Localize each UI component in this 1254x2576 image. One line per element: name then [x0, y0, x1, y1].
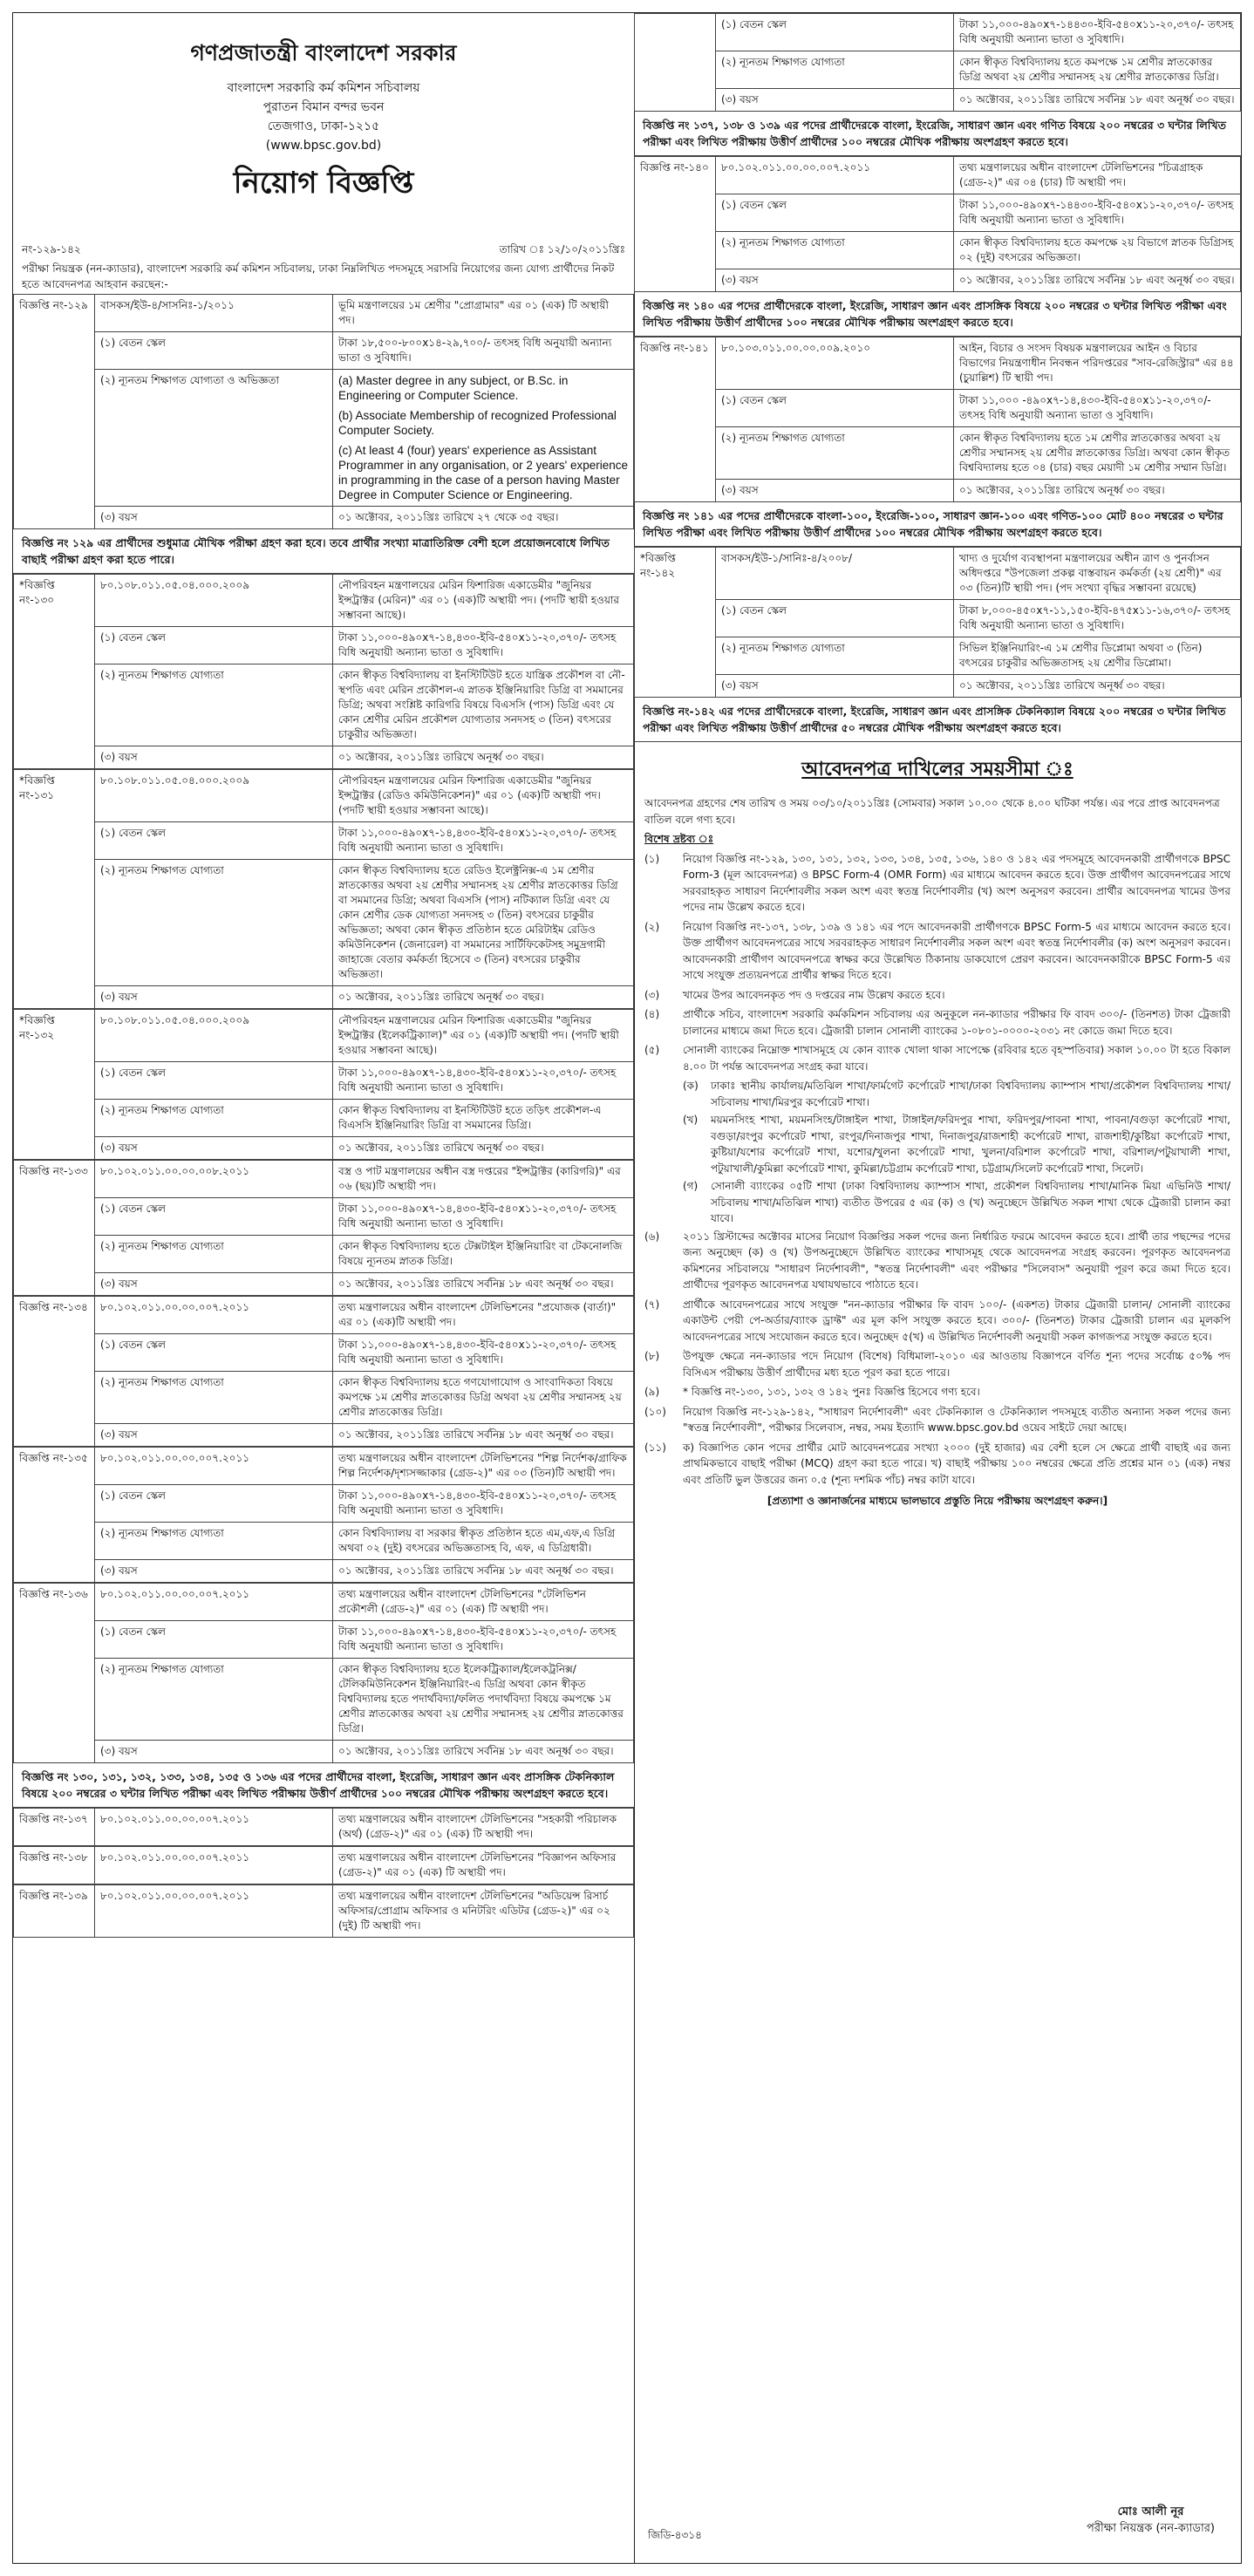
ad-post: বস্ত্র ও পাট মন্ত্রণালয়ের অধীন বস্ত্র দপ্তরের "ইন্সট্রাক্টর (কারিগরি)" এর ০৬ (ছয়)টি অস্থায়ী পদ। [333, 1161, 634, 1198]
pay-label: (১) বেতন স্কেল [95, 627, 333, 664]
qual-b: (b) Associate Membership of recognized Professional Computer Society. [338, 409, 617, 437]
subitem-text: ময়মনসিংহ শাখা, ময়মনসিংহ/টাঙ্গাইল শাখা, টাঙ্গাইল/ফরিদপুর শাখা, ফরিদপুর/পাবনা শাখা, পাবনা/বগুড়া কর্পোরেট শাখা, বগুড়া/রংপুর কর্পোরেট শাখা, রংপুর/দিনাজপুর শাখা, দিনাজপুর/রাজশাহী কর্পোরেট শাখা, রাজশাহী/কুষ্টিয়া কর্পোরেট শাখা, কুষ্টিয়া/যশোর কর্পোরেট শাখা, যশোর/খুলনা কর্পোরেট শাখা, খুলনা/বরিশাল কর্পোরেট শাখা, বরিশাল/পটুয়াখালী শাখা, পটুয়াখালী/কুমিল্লা কর্পোরেট শাখা, কুমিল্লা/চট্টগ্রাম কর্পোরেট শাখা, চট্টগ্রাম/সিলেট কর্পোরেট শাখা, সিলেট। [711, 1114, 1230, 1175]
pay-value: টাকা ১১,০০০-৪৯০x৭-১৪,৪৩০-ইবি-৫৪০x১১-২০,৩৭০/- তৎসহ বিধি অনুযায়ী অন্যান্য ভাতা ও সুবিধাদি। [333, 1485, 634, 1523]
instruction-list [644, 851, 1230, 1075]
instruction-item [644, 1348, 1230, 1380]
instruction-list-2 [644, 1229, 1230, 1489]
ad-table [634, 547, 1241, 698]
note-129: বিজ্ঞপ্তি নং ১২৯ এর প্রার্থীদের শুধুমাত্র মৌখিক পরীক্ষা গ্রহণ করা হবে। তবে প্রার্থীর সংখ্যা মাত্রাতিরিক্ত বেশী হলে প্রয়োজনবোধে লিখিত বাছাই পরীক্ষা গ্রহণ করা হতে পারে। [13, 529, 634, 574]
age-value: ০১ অক্টোবর, ২০১১খ্রিঃ তারিখে সর্বনিম্ন ১৮ এবং অনূর্ধ্ব ৩০ বছর। [333, 1741, 634, 1763]
qual-value-en [333, 370, 634, 507]
instruction-subitem [683, 1078, 1230, 1110]
ad-id: বিজ্ঞপ্তি নং-১৩৭ [14, 1809, 95, 1846]
instruction-number: (৬) [644, 1230, 660, 1243]
instruction-sublist [644, 1078, 1230, 1227]
ad-code: ৮০.১০২.০১১.০০.০০.০০৮.২০১১ [95, 1161, 333, 1198]
ad-code: ৮০.১০২.০১১.০০.০০.০০৭.২০১১ [716, 157, 954, 194]
ad-code: ৮০.১০২.০১১.০০.০০.০০৭.২০১১ [95, 1297, 333, 1334]
ad-id: *বিজ্ঞপ্তি নং-১৪২ [635, 548, 716, 698]
ad-id: বিজ্ঞপ্তি নং-১৩৩ [14, 1161, 95, 1296]
age-label: (৩) বয়স [716, 675, 954, 698]
ad-table [13, 1296, 634, 1447]
age-value: ০১ অক্টোবর, ২০১১খ্রিঃ তারিখে সর্বনিম্ন ১৮ এবং অনূর্ধ্ব ৩০ বছর। [954, 269, 1241, 292]
qual-a: (a) Master degree in any subject, or B.Sc. in Engineering or Computer Science. [338, 374, 569, 402]
pay-label: (১) বেতন স্কেল [95, 1198, 333, 1236]
age-label: (৩) বয়স [95, 1424, 333, 1447]
ad-post: খাদ্য ও দুর্যোগ ব্যবস্থাপনা মন্ত্রণালয়ের অধীন ত্রাণ ও পুনর্বাসন অধিদপ্তরে "উপজেলা প্রকল্প বাস্তবায়ন কর্মকর্তা (২য় শ্রেণী)" এর ০৩ (তিন)টি স্থায়ী পদ। (পদ সংখ্যা বৃদ্ধির সম্ভাবনা রয়েছে) [954, 548, 1241, 600]
ad-code: বাসকস/ইউ-১/সানিঃ-৪/২০০৮/ [716, 548, 954, 600]
instruction-number: (৩) [644, 988, 660, 1001]
age-label: (৩) বয়স [95, 1741, 333, 1763]
instruction-number: (৯) [644, 1386, 660, 1398]
qual-label: (২) ন্যূনতম শিক্ষাগত যোগ্যতা [95, 1523, 333, 1560]
age-label: (৩) বয়স [95, 1137, 333, 1160]
age-label: (৩) বয়স [95, 507, 333, 529]
ad-id: বিজ্ঞপ্তি নং-১২৯ [14, 295, 95, 529]
pay-label: (১) বেতন স্কেল [95, 822, 333, 860]
ad-code: ৮০.১০২.০১১.০০.০০.০০৭.২০১১ [95, 1584, 333, 1621]
pay-value: টাকা ১১,০০০-৪৯০x৭-১৪,৪৩০-ইবি-৫৪০x১১-২০,৩৭০/- তৎসহ বিধি অনুযায়ী অন্যান্য ভাতা ও সুবিধাদি। [333, 1198, 634, 1236]
instructions [634, 794, 1241, 1511]
ad-post: তথ্য মন্ত্রণালয়ের অধীন বাংলাদেশ টেলিভিশনের "সহকারী পরিচালক (অর্থ) (গ্রেড-২)" এর ০১ (এক) টি অস্থায়ী পদ। [333, 1809, 634, 1846]
instruction-text: সোনালী ব্যাংকের নিম্নোক্ত শাখাসমূহে যে কোন ব্যাংক খোলা থাকা সাপেক্ষে (রবিবার হতে বৃহস্পতিবার) সকাল ১০.০০ টা হতে বিকাল ৪.০০ টা পর্যন্ত আবেদনপত্র সংগ্রহ করা যাবে। [683, 1044, 1230, 1073]
age-value: ০১ অক্টোবর, ২০১১খ্রিঃ তারিখে অনূর্ধ্ব ৩০ বছর। [333, 746, 634, 769]
ads-right-group-2 [634, 337, 1241, 502]
qual-value: কোন স্বীকৃত বিশ্ববিদ্যালয় বা ইনস্টিটিউট হতে যান্ত্রিক প্রকৌশল বা নৌ-স্থপতি এবং মেরিন প্রকৌশল-এ স্নাতক ইঞ্জিনিয়ারিং ডিগ্রি বা সমমানের ডিগ্রি; অথবা সংশ্লিষ্ট কারিগরি বিষয়ে বিএসসি (পাস) ডিগ্রি এবং যে কোন শ্রেণীর মেরিন প্রকৌশল যোগ্যতার সনদসহ ৩ (তিন) বৎসরের চাকুরীর অভিজ্ঞতা। [333, 664, 634, 746]
ad-code: ৮০.১০২.০১১.০০.০০.০০৭.২০১১ [95, 1809, 333, 1846]
ad-code: বাসকস/ইউ-৪/সাসনিঃ-১/২০১১ [95, 295, 333, 332]
intro-text: পরীক্ষা নিয়ন্ত্রক (নন-ক্যাডার), বাংলাদেশ সরকারি কর্ম কমিশন সচিবালয়, ঢাকা নিম্নলিখিত পদসমূহে সরাসরি নিয়োগের জন্য যোগ্য প্রার্থীদের নিকট হতে আবেদনপত্র আহবান করছেন:- [22, 262, 615, 290]
pay-value: টাকা ১১,০০০-৪৯০x৭-১৪,৪৩০-ইবি-৫৪০x১১-২০,৩৭০/- তৎসহ বিধি অনুযায়ী অন্যান্য ভাতা ও সুবিধাদি। [333, 1334, 634, 1372]
instruction-item [644, 1440, 1230, 1489]
pay-value: টাকা ১১,০০০-৪৯০x৭-১৪,৪৩০-ইবি-৫৪০x১১-২০,৩৭০/- তৎসহ বিধি অনুযায়ী অন্যান্য ভাতা ও সুবিধাদি। [333, 1062, 634, 1100]
subitem-text: সোনালী ব্যাংকের ০৫টি শাখা (ঢাকা বিশ্ববিদ্যালয় ক্যাম্পাস শাখা, প্রকৌশল বিশ্ববিদ্যালয় শাখা/মানিক মিয়া এভিনিউ শাখা/সচিবালয় শাখা/মতিঝিল শাখা) ব্যতীত উপরের ৫ এর (ক) ও (খ) অনুচ্ছেদে উল্লিখিত সকল শাখা থেকে ট্রেজারী চালান করা যাবে। [711, 1180, 1230, 1224]
pay-label: (১) বেতন স্কেল [95, 1485, 333, 1523]
qual-value: কোন স্বীকৃত বিশ্ববিদ্যালয় হতে গণযোগাযোগ ও সাংবাদিকতা বিষয়ে কমপক্ষে ১ম শ্রেণীর স্নাতকোত্তর ডিগ্রি অথবা ২য় শ্রেণীর সম্মানসহ ২য় শ্রেণীর স্নাতকোত্তর ডিগ্রি। [333, 1372, 634, 1424]
qual-label: (২) ন্যূনতম শিক্ষাগত যোগ্যতা [95, 664, 333, 746]
qual-label: (২) ন্যূনতম শিক্ষাগত যোগ্যতা [95, 860, 333, 986]
instruction-text: ২০১১ খ্রিস্টাব্দের অক্টোবর মাসের নিয়োগ বিজ্ঞপ্তির সকল পদের জন্য নির্ধারিত ফরমে আবেদন করতে হবে। প্রার্থী তার পছন্দের পদের জন্য অনুচ্ছেদ (ক) ও (খ) উপঅনুচ্ছেদে উল্লিখিত ব্যাংকের শাখাসমূহ থেকে আবেদনপত্র সংগ্রহ করবেন। পূরণকৃত আবেদনপত্র কমিশনের সচিবালয়ে "সাধারণ নির্দেশাবলী", "স্বতন্ত্র নির্দেশাবলী" এবং পরীক্ষার "সিলেবাস" অনুযায়ী পূরণ করে জমা দিতে হবে। প্রার্থীদের পূরণকৃত আবেদনপত্র যথাযথভাবে পাঠাতে হবে। [683, 1230, 1230, 1291]
qual-label: (২) ন্যূনতম শিক্ষাগত যোগ্যতা ও অভিজ্ঞতা [95, 370, 333, 507]
qual-value: কোন স্বীকৃত বিশ্ববিদ্যালয় হতে রেডিও ইলেক্ট্রনিক্স-এ ১ম শ্রেণীর স্নাতকোত্তর অথবা ২য় শ্রেণীর সম্মানসহ ২য় শ্রেণীর স্নাতকোত্তর ডিগ্রি বা সমমানের ডিগ্রি; অথবা বিএসসি (পাস) নটিক্যাল ডিগ্রি এবং যে কোন শ্রেণীর ডেক যোগ্যতা সনদসহ ৩ (তিন) বৎসরের চাকুরীর অভিজ্ঞতা; অথবা কোন স্বীকৃত প্রতিষ্ঠান হতে মেরিটাইম রেডিও কমিউনিকেশন (জেনারেল) বা সমমানের সার্টিফিকেটসহ সমুদ্রগামী জাহাজে বেতার কর্মকর্তা হিসেবে ৩ (তিন) বৎসরের চাকুরীর অভিজ্ঞতা। [333, 860, 634, 986]
ad-id: *বিজ্ঞপ্তি নং-১৩২ [14, 1010, 95, 1160]
instruction-subitem [683, 1178, 1230, 1227]
instruction-text: নিয়োগ বিজ্ঞপ্তি নং-১৩৭, ১৩৮, ১৩৯ ও ১৪১ এর পদে আবেদনকারী প্রার্থীগণকে BPSC Form-5 এর মাধ্যমে আবেদন করতে হবে। উক্ত প্রার্থীগণ আবেদনপত্রের সাথে সরবরাহকৃত সাধারণ নির্দেশাবলীর সকল অংশ এবং স্বতন্ত্র নির্দেশাবলীর (ক) অংশ অনুসরণ করবেন। আবেদনকারী প্রার্থীগণ আবেদনপত্রে স্বাক্ষর করে উল্লেখিত ঠিকানায় ডাকযোগে প্রেরণ করবেন। আবেদনকারীকে BPSC Form-5 এর সাথে সংযুক্ত প্রত্যয়নপত্রে প্রার্থীর স্বাক্ষর দিতে হবে। [683, 920, 1230, 981]
ad-table-137-cont [634, 13, 1241, 112]
ad-post: তথ্য মন্ত্রণালয়ের অধীন বাংলাদেশ টেলিভিশনের "বিজ্ঞাপন অফিসার (গ্রেড-২)" এর ০১ (এক) টি অস্থায়ী পদ। [333, 1847, 634, 1884]
ad-code: ৮০.১০৮.০১১.০৫.০৪.০০০.২০০৯ [95, 770, 333, 822]
ad-code: ৮০.১০৮.০১১.০৫.০৪.০০০.২০০৯ [95, 1010, 333, 1062]
ads-left-group [13, 574, 634, 1763]
note-142: বিজ্ঞপ্তি নং-১৪২ এর পদের প্রার্থীদেরকে বাংলা, ইংরেজি, সাধারণ জ্ঞান এবং প্রাসঙ্গিক টেকনিক্যাল বিষয়ে ২০০ নম্বরের ৩ ঘন্টার লিখিত পরীক্ষা এবং লিখিত পরীক্ষায় উত্তীর্ণ প্রার্থীদের ৫০ নম্বরের মৌখিক পরীক্ষায় অংশগ্রহণ করতে হবে। [634, 698, 1241, 742]
instruction-item [644, 1042, 1230, 1074]
ad-id: বিজ্ঞপ্তি নং-১৩৬ [14, 1584, 95, 1763]
ad-table [13, 1009, 634, 1160]
qual-label: (২) ন্যূনতম শিক্ষাগত যোগ্যতা [716, 427, 954, 480]
ad-table [13, 1846, 634, 1884]
instruction-text: নিয়োগ বিজ্ঞপ্তি নং-১২৯, ১৩০, ১৩১, ১৩২, ১৩৩, ১৩৪, ১৩৫, ১৩৬, ১৪০ ও ১৪২ এর পদসমূহে আবেদনকারী প্রার্থীগণকে BPSC Form-3 (মূল আবেদনপত্র) ও BPSC Form-4 (OMR Form) এর মাধ্যমে আবেদন করতে হবে। উক্ত প্রার্থীগণ আবেদনপত্রের সাথে সরবরাহকৃত সাধারণ নির্দেশাবলীর সকল অংশ এবং স্বতন্ত্র নির্দেশাবলীর (খ) অংশ অনুসরণ করবেন। প্রার্থীর আবেদনপত্র খামের উপর পদের নাম উল্লেখ করতে হবে। [683, 852, 1230, 913]
footer-note: [প্রত্যাশা ও জ্ঞানার্জনের মাধ্যমে ভালভাবে প্রস্তুতি নিয়ে পরীক্ষায় অংশগ্রহণ করুন।] [767, 1495, 1108, 1507]
right-column [634, 13, 1241, 2563]
ad-table [634, 337, 1241, 502]
header [13, 13, 634, 240]
qual-value: কোন স্বীকৃত বিশ্ববিদ্যালয় বা ইনস্টিটিউট হতে তড়িৎ প্রকৌশল-এ বিএসসি ইঞ্জিনিয়ারিং ডিগ্রি বা সমমানের ডিগ্রি। [333, 1100, 634, 1137]
qual-c: (c) At least 4 (four) years' experience as Assistant Programmer in any organisation, or 2 years' experience in programming in the case of a person having Master Degree in Computer Science or Engineering. [338, 444, 628, 501]
reference-line [13, 240, 634, 259]
age-value: ০১ অক্টোবর, ২০১১খ্রিঃ তারিখে অনূর্ধ্ব ৩০ বছর। [954, 480, 1241, 502]
pay-label: (১) বেতন স্কেল [95, 1334, 333, 1372]
ad-code: ৮০.১০২.০১১.০০.০০.০০৭.২০১১ [95, 1885, 333, 1938]
qual-value: কোন স্বীকৃত বিশ্ববিদ্যালয় হতে ইলেকট্রিক্যাল/ইলেকট্রনিক্স/টেলিকমিউনিকেশন ইঞ্জিনিয়ারিং-এ ডিগ্রি অথবা কোন স্বীকৃত বিশ্ববিদ্যালয় হতে পদার্থবিদ্যা/ফলিত পদার্থবিদ্যা বিষয়ে কমপক্ষে ১ম শ্রেণীর স্নাতকোত্তর অথবা ২য় শ্রেণীর সম্মানসহ ২য় শ্রেণীর স্নাতকোত্তর ডিগ্রি। [333, 1659, 634, 1741]
ad-table [13, 574, 634, 769]
govt-title: গণপ্রজাতন্ত্রী বাংলাদেশ সরকার [190, 40, 457, 65]
ad-post: তথ্য মন্ত্রণালয়ের অধীন বাংলাদেশ টেলিভিশনের "টেলিভিশন প্রকৌশলী (গ্রেড-২)" এর ০১ (এক) টি অস্থায়ী পদ। [333, 1584, 634, 1621]
age-value: ০১ অক্টোবর, ২০১১খ্রিঃ তারিখে সর্বনিম্ন ১৮ এবং অনূর্ধ্ব ৩০ বছর। [333, 1424, 634, 1447]
instruction-text: নিয়োগ বিজ্ঞপ্তি নং-১২৯-১৪২, "সাধারণ নির্দেশাবলী" এবং টেকনিক্যাল ও টেকনিক্যাল পদসমূহে ব্যতীত অন্যান্য সকল পদের জন্য "স্বতন্ত্র নির্দেশাবলী", পরীক্ষার সিলেবাস, নম্বর, সময় ইত্যাদি www.bpsc.gov.bd ওয়েব সাইটে দেয়া আছে। [683, 1405, 1230, 1434]
qual-label: (২) ন্যূনতম শিক্ষাগত যোগ্যতা [95, 1659, 333, 1741]
instruction-item [644, 1229, 1230, 1293]
age-label: (৩) বয়স [95, 1273, 333, 1296]
note-141: বিজ্ঞপ্তি নং ১৪১ এর পদের প্রার্থীদেরকে বাংলা-১০০, ইংরেজি-১০০, সাধারণ জ্ঞান-১০০ এবং গণিত-১০০ মোট ৪০০ নম্বরের ৩ ঘন্টার লিখিত পরীক্ষা এবং লিখিত পরীক্ষায় উত্তীর্ণ প্রার্থীদের ১০০ নম্বরের মৌখিক পরীক্ষায় অংশগ্রহণ করতে হবে। [634, 502, 1241, 547]
instruction-item [644, 851, 1230, 916]
note-140: বিজ্ঞপ্তি নং ১৪০ এর পদের প্রার্থীদেরকে বাংলা, ইংরেজি, সাধারণ জ্ঞান এবং প্রাসঙ্গিক বিষয়ে ২০০ নম্বরের ৩ ঘন্টার লিখিত পরীক্ষা এবং লিখিত পরীক্ষায় উত্তীর্ণ প্রার্থীদের ১০০ নম্বরের মৌখিক পরীক্ষায় অংশগ্রহণ করতে হবে। [634, 292, 1241, 337]
commission-name: বাংলাদেশ সরকারি কর্ম কমিশন সচিবালয় [227, 81, 420, 95]
age-value: ০১ অক্টোবর, ২০১১খ্রিঃ তারিখে সর্বনিম্ন ১৮ এবং অনূর্ধ্ব ৩০ বছর। [333, 1273, 634, 1296]
subitem-key: (ক) [683, 1080, 699, 1092]
subitem-key: (গ) [683, 1180, 699, 1192]
signatory-title: পরীক্ষা নিয়ন্ত্রক (নন-ক্যাডার) [1087, 2522, 1215, 2535]
ad-post: আইন, বিচার ও সংসদ বিষয়ক মন্ত্রণালয়ের আইন ও বিচার বিভাগের নিয়ন্ত্রণাধীন নিবন্ধন পরিদপ্তরের "সাব-রেজিস্ট্রার" এর ৪৪ (চুয়াল্লিশ) টি স্থায়ী পদ। [954, 337, 1241, 390]
note-137: বিজ্ঞপ্তি নং ১৩৭, ১৩৮ ও ১৩৯ এর পদের প্রার্থীদেরকে বাংলা, ইংরেজি, সাধারণ জ্ঞান এবং গণিত বিষয়ে ২০০ নম্বরের ৩ ঘন্টার লিখিত পরীক্ষা এবং লিখিত পরীক্ষায় উত্তীর্ণ প্রার্থীদের ১০০ নম্বরের মৌখিক পরীক্ষায় অংশগ্রহণ করতে হবে। [634, 112, 1241, 156]
ad-id: বিজ্ঞপ্তি নং-১৪১ [635, 337, 716, 502]
instruction-number: (১১) [644, 1441, 666, 1454]
pay-value: টাকা ১১,০০০-৪৯০x৭-১৪,৪৩০-ইবি-৫৪০x১১-২০,৩৭০/- তৎসহ বিধি অনুযায়ী অন্যান্য ভাতা ও সুবিধাদি। [333, 822, 634, 860]
website[interactable]: (www.bpsc.gov.bd) [265, 139, 382, 153]
qual-label: (২) ন্যূনতম শিক্ষাগত যোগ্যতা [716, 232, 954, 269]
ads-left-group-2 [13, 1808, 634, 1938]
qual-value: সিভিল ইঞ্জিনিয়ারিং-এ ১ম শ্রেণীর ডিপ্লোমা অথবা ৩ (তিন) বৎসরের চাকুরীর অভিজ্ঞতাসহ ২য় শ্রেণীর ডিপ্লোমা। [954, 637, 1241, 675]
ad-code: ৮০.১০২.০১১.০০.০০.০০৭.২০১১ [95, 1847, 333, 1884]
ref-number: নং-১২৯-১৪২ [22, 243, 81, 256]
instruction-number: (৭) [644, 1298, 660, 1311]
age-label: (৩) বয়স [716, 89, 954, 112]
ad-post: তথ্য মন্ত্রণালয়ের অধীন বাংলাদেশ টেলিভিশনের "চিত্রগ্রাহক (গ্রেড-২)" এর ০৪ (চার) টি অস্থায়ী পদ। [954, 157, 1241, 194]
instruction-text: উপযুক্ত ক্ষেত্রে নন-ক্যাডার পদে নিয়োগ (বিশেষ) বিধিমালা-২০১০ এর আওতায় বিজ্ঞাপনে বর্ণিত শূন্য পদের সর্বোচ্চ ৫০% পদ বিসিএস পরীক্ষায় উত্তীর্ণ প্রার্থীদের মধ্য হতে পূরণ করা হতে পারে। [683, 1350, 1230, 1379]
jd-number: জিডি-৪৩১৪ [648, 2529, 702, 2541]
pay-label: (১) বেতন স্কেল [95, 1621, 333, 1659]
age-value: ০১ অক্টোবর, ২০১১খ্রিঃ তারিখে অনূর্ধ্ব ৩০ বছর। [954, 675, 1241, 698]
ad-code: ৮০.১০৮.০১১.০৫.০৪.০০০.২০০৯ [95, 575, 333, 627]
ad-id: বিজ্ঞপ্তি নং-১৩৫ [14, 1448, 95, 1583]
pay-value: টাকা ১১,০০০-৪৯০x৭-১৪৪৩০-ইবি-৫৪০x১১-২০,৩৭০/- তৎসহ বিধি অনুযায়ী অন্যান্য ভাতা ও সুবিধাদি। [954, 14, 1241, 51]
age-label: (৩) বয়স [95, 746, 333, 769]
ad-code: ৮০.১০২.০১১.০০.০০.০০৭.২০১১ [95, 1448, 333, 1485]
qual-value: কোন স্বীকৃত বিশ্ববিদ্যালয় হতে ১ম শ্রেণীর স্নাতকোত্তর অথবা ২য় শ্রেণীর সম্মানসহ ২য় শ্রেণীর স্নাতকোত্তর ডিগ্রি। অথবা কোন স্বীকৃত বিশ্ববিদ্যালয় হতে ০৪ (চার) বছর মেয়াদী ১ম শ্রেণীর সম্মান ডিগ্রি। [954, 427, 1241, 480]
pay-value: টাকা ১১,০০০-৪৯০x৭-১৪,৪৩০-ইবি-৫৪০x১১-২০,৩৭০/- তৎসহ বিধি অনুযায়ী অন্যান্য ভাতা ও সুবিধাদি। [333, 1621, 634, 1659]
pay-value: টাকা ১১,০০০-৪৯০x৭-১৪,৪৩০-ইবি-৫৪০x১১-২০,৩৭০/- তৎসহ বিধি অনুযায়ী অন্যান্য ভাতা ও সুবিধাদি। [333, 627, 634, 664]
instruction-item [644, 1384, 1230, 1400]
ad-post: তথ্য মন্ত্রণালয়ের অধীন বাংলাদেশ টেলিভিশনের "অডিয়েন্স রিসার্চ অফিসার/প্রোগ্রাম অফিসার ও মনিটরিং এডিটর (গ্রেড-২)" এর ০২ (দুই) টি অস্থায়ী পদ। [333, 1885, 634, 1938]
ad-id: *বিজ্ঞপ্তি নং-১৩০ [14, 575, 95, 769]
pay-value: টাকা ৮,০০০-৪৫০x৭-১১,১৫০-ইবি-৪৭৫x১১-১৬,৩৭০/- তৎসহ বিধি অনুযায়ী অন্যান্য ভাতা ও সুবিধাদি। [954, 600, 1241, 637]
instruction-text: ক) বিজ্ঞাপিত কোন পদের প্রার্থীর মোট আবেদনপত্রের সংখ্যা ২০০০ (দুই হাজার) এর বেশী হলে সে ক্ষেত্রে প্রার্থী বাছাই এর জন্য প্রাথমিকভাবে বাছাই পরীক্ষা (MCQ) গ্রহণ করা হতে পারে। খ) বাছাই পরীক্ষায় ১০০ নম্বরের ক্ষেত্রে প্রতি প্রশ্নের মান ০১ (এক) নম্বর এবং প্রতিটি ভুল উত্তরের জন্য ০.৫ (শূন্য দশমিক পাঁচ) নম্বর কাটা যাবে। [683, 1441, 1230, 1486]
ad-table [13, 769, 634, 1009]
instruction-text: প্রার্থীকে সচিব, বাংলাদেশ সরকারি কর্মকমিশন সচিবালয় এর অনুকূলে নন-ক্যাডার পরীক্ষার ফি বাবদ ৩০০/- (তিনশত) টাকা ট্রেজারী চালানের মাধ্যমে জমা দিতে হবে। ট্রেজারী চালান সোনালী ব্যাংকের ১-০৮০১-০০০০-২০৩১ নং কোডে জমা দিতে হবে। [683, 1008, 1230, 1037]
instruction-number: (২) [644, 920, 660, 933]
age-value: ০১ অক্টোবর, ২০১১খ্রিঃ তারিখে সর্বনিম্ন ১৮ এবং অনূর্ধ্ব ৩০ বছর। [954, 89, 1241, 112]
instruction-item [644, 1404, 1230, 1436]
pay-value: টাকা ১১,০০০ -৪৯০x৭-১৪,৪৩০-ইবি-৫৪০x১১-২০,৩৭০/- তৎসহ বিধি অনুযায়ী অন্যান্য ভাতা ও সুবিধাদি। [954, 390, 1241, 427]
ad-post: তথ্য মন্ত্রণালয়ের অধীন বাংলাদেশ টেলিভিশনের "প্রযোজক (বার্তা)" এর ০১ (এক)টি অস্থায়ী পদ। [333, 1297, 634, 1334]
qual-label: (২) ন্যূনতম শিক্ষাগত যোগ্যতা [95, 1236, 333, 1273]
qual-label: (২) ন্যূনতম শিক্ষাগত যোগ্যতা [716, 637, 954, 675]
instruction-number: (৪) [644, 1008, 660, 1020]
age-value: ০১ অক্টোবর, ২০১১খ্রিঃ তারিখে সর্বনিম্ন ১৮ এবং অনূর্ধ্ব ৩০ বছর। [333, 1560, 634, 1583]
instruction-text: * বিজ্ঞপ্তি নং-১৩০, ১৩১, ১৩২ ও ১৪২ পুনঃ বিজ্ঞপ্তি হিসেবে গণ্য হবে। [683, 1386, 980, 1398]
ads-right-group-3 [634, 547, 1241, 698]
ad-table [13, 1583, 634, 1763]
pay-label: (১) বেতন স্কেল [95, 1062, 333, 1100]
ads-right-group [634, 156, 1241, 292]
instruction-number: (১০) [644, 1405, 666, 1418]
ref-date: তারিখ ঃ ১২/১০/২০১১খ্রিঃ [499, 243, 625, 256]
submission-title: আবেদনপত্র দাখিলের সময়সীমা ঃ [801, 759, 1073, 780]
subitem-key: (খ) [683, 1114, 699, 1126]
ad-table [634, 156, 1241, 292]
ad-post: নৌপরিবহন মন্ত্রণালয়ের মেরিন ফিশারিজ একাডেমীর "জুনিয়র ইন্সট্রাক্টর (মেরিন)" এর ০১ (এক)টি অস্থায়ী পদ। (পদটি স্থায়ী হওয়ার সম্ভাবনা আছে)। [333, 575, 634, 627]
instruction-item [644, 919, 1230, 984]
qual-label: (২) ন্যূনতম শিক্ষাগত যোগ্যতা [95, 1100, 333, 1137]
subitem-text: ঢাকাঃ স্থানীয় কার্যালয়/মতিঝিল শাখা/ফার্মগেট কর্পোরেট শাখা/ঢাকা বিশ্ববিদ্যালয় ক্যাম্পাস শাখা/প্রকৌশল বিশ্ববিদ্যালয় শাখা/সচিবালয় শাখা/মিরপুর কর্পোরেট শাখা। [711, 1080, 1230, 1108]
age-label: (৩) বয়স [95, 1560, 333, 1583]
instruction-number: (৫) [644, 1044, 660, 1056]
pay-label: (১) বেতন স্কেল [716, 600, 954, 637]
ad-table-129 [13, 294, 634, 529]
qual-value: কোন স্বীকৃত বিশ্ববিদ্যালয় হতে টেক্সটাইল ইঞ্জিনিয়ারিং বা টেকনোলজি বিষয়ে ন্যূনতম স্নাতক ডিগ্রি। [333, 1236, 634, 1273]
ad-id: বিজ্ঞপ্তি নং-১৩৮ [14, 1847, 95, 1884]
note-130: বিজ্ঞপ্তি নং ১৩০, ১৩১, ১৩২, ১৩৩, ১৩৪, ১৩৫ ও ১৩৬ এর পদের প্রার্থীদের বাংলা, ইংরেজি, সাধারণ জ্ঞান এবং প্রাসঙ্গিক টেকনিক্যাল বিষয়ে ২০০ নম্বরের ৩ ঘন্টার লিখিত পরীক্ষা এবং লিখিত পরীক্ষায় উত্তীর্ণ প্রার্থীদের ১০০ নম্বরের মৌখিক পরীক্ষায় অংশগ্রহণ করতে হবে। [13, 1763, 634, 1808]
special-label: বিশেষ দ্রষ্টব্য ঃ [644, 833, 714, 845]
qual-value: কোন স্বীকৃত বিশ্ববিদ্যালয় হতে কমপক্ষে ১ম শ্রেণীর স্নাতকোত্তর ডিগ্রি অথবা ২য় শ্রেণীর সম্মানসহ ২য় শ্রেণীর স্নাতকোত্তর ডিগ্রি। [954, 51, 1241, 89]
notice-page [12, 12, 1242, 2564]
ad-post: ভূমি মন্ত্রণালয়ের ১ম শ্রেণীর "প্রোগ্রামার" এর ০১ (এক) টি অস্থায়ী পদ। [333, 295, 634, 332]
ad-post: নৌপরিবহন মন্ত্রণালয়ের মেরিন ফিশারিজ একাডেমীর "জুনিয়র ইন্সট্রাক্টর (রেডিও কমিউনিকেশন)" এর ০১ (এক)টি অস্থায়ী পদ। (পদটি স্থায়ী হওয়ার সম্ভাবনা আছে)। [333, 770, 634, 822]
age-value: ০১ অক্টোবর, ২০১১খ্রিঃ তারিখে অনূর্ধ্ব ৩০ বছর। [333, 986, 634, 1009]
age-value: ০১ অক্টোবর, ২০১১খ্রিঃ তারিখে ২৭ থেকে ৩৫ বছর। [333, 507, 634, 529]
page-title: নিয়োগ বিজ্ঞপ্তি [233, 166, 414, 201]
ad-table [13, 1447, 634, 1583]
left-column [13, 13, 635, 2563]
ad-id: বিজ্ঞপ্তি নং-১৩৪ [14, 1297, 95, 1447]
qual-value: কোন স্বীকৃত বিশ্ববিদ্যালয় হতে কমপক্ষে ২য় বিভাগে স্নাতক ডিগ্রিসহ ০২ (দুই) বৎসরের অভিজ্ঞতা। [954, 232, 1241, 269]
pay-label: (১) বেতন স্কেল [716, 194, 954, 232]
instruction-number: (১) [644, 852, 660, 865]
qual-label: (২) ন্যূনতম শিক্ষাগত যোগ্যতা [95, 1372, 333, 1424]
pay-value: টাকা ১১,০০০-৪৯০x৭-১৪৪৩০-ইবি-৫৪০x১১-২০,৩৭০/- তৎসহ বিধি অনুযায়ী অন্যান্য ভাতা ও সুবিধাদি। [954, 194, 1241, 232]
ad-id: বিজ্ঞপ্তি নং-১৪০ [635, 157, 716, 292]
deadline-text: আবেদনপত্র গ্রহণের শেষ তারিখ ও সময় ০৩/১০/২০১১খ্রিঃ (সোমবার) সকাল ১০.০০ থেকে ৪.০০ ঘটিকা পর্যন্ত। এর পরে প্রাপ্ত আবেদনপত্র বাতিল বলে গণ্য হবে। [644, 797, 1220, 826]
qual-value: কোন বিশ্ববিদ্যালয় বা সরকার স্বীকৃত প্রতিষ্ঠান হতে এম,এফ,এ ডিগ্রি অথবা ০২ (দুই) বৎসরের অভিজ্ঞতাসহ বি, এফ, এ ডিগ্রিধারী। [333, 1523, 634, 1560]
ad-table [13, 1884, 634, 1938]
instruction-item [644, 1006, 1230, 1039]
ad-post: নৌপরিবহন মন্ত্রণালয়ের মেরিন ফিশারিজ একাডেমীর "জুনিয়র ইন্সট্রাক্টর (ইলেকট্রিক্যাল)" এর ০১ (এক)টি অস্থায়ী পদ। (পদটি স্থায়ী হওয়ার সম্ভাবনা আছে)। [333, 1010, 634, 1062]
age-value: ০১ অক্টোবর, ২০১১খ্রিঃ তারিখে অনূর্ধ্ব ৩০ বছর। [333, 1137, 634, 1160]
ad-table [13, 1160, 634, 1296]
instruction-subitem [683, 1112, 1230, 1176]
ad-id: বিজ্ঞপ্তি নং-১৩৯ [14, 1885, 95, 1938]
qual-label: (২) ন্যূনতম শিক্ষাগত যোগ্যতা [716, 51, 954, 89]
pay-value: টাকা ১৮,৫০০-৮০০x১৪-২৯,৭০০/- তৎসহ বিধি অনুযায়ী অন্যান্য ভাতা ও সুবিধাদি। [333, 332, 634, 370]
pay-label: (১) বেতন স্কেল [95, 332, 333, 370]
instruction-number: (৮) [644, 1350, 660, 1362]
age-label: (৩) বয়স [716, 480, 954, 502]
ad-post: তথ্য মন্ত্রণালয়ের অধীন বাংলাদেশ টেলিভিশনের "শিল্প নির্দেশক/গ্রাফিক শিল্প নির্দেশক/দৃশ্যসজ্জাকার (গ্রেড-২)" এর ০৩ (তিন)টি অস্থায়ী পদ। [333, 1448, 634, 1485]
address: তেজগাও, ঢাকা-১২১৫ [267, 119, 380, 133]
building-name: পুরাতন বিমান বন্দর ভবন [262, 100, 385, 114]
ad-table [13, 1808, 634, 1846]
instruction-item [644, 1297, 1230, 1346]
age-label: (৩) বয়স [716, 269, 954, 292]
pay-label: (১) বেতন স্কেল [716, 390, 954, 427]
signatory-name: মোঃ আলী নূর [1117, 2505, 1184, 2518]
instruction-item [644, 987, 1230, 1004]
ad-id: *বিজ্ঞপ্তি নং-১৩১ [14, 770, 95, 1009]
pay-label: (১) বেতন স্কেল [716, 14, 954, 51]
ad-code: ৮০.১০৩.০১১.০০.০০.০০৯.২০১০ [716, 337, 954, 390]
age-label: (৩) বয়স [95, 986, 333, 1009]
instruction-text: প্রার্থীকে আবেদনপত্রের সাথে সংযুক্ত "নন-ক্যাডার পরীক্ষার ফি বাবদ ১০০/- (একশত) টাকার ট্রেজারী চালান/ সোনালী ব্যাংকের একাউন্ট পেয়ী পে-অর্ডার/ব্যাংক ড্রাফ্ট" এর মূল কপি সংযুক্ত করতে হবে। ৩০০/- (তিনশত) টাকার ট্রেজারী চালান এর মূলকপি আবেদনপত্রের সাথে সংযোজন করতে হবে। অনুচ্ছেদ ৫(খ) এ উল্লিখিত নির্দেশাবলী অনুযায়ী সকল কাগজপত্র সংযুক্ত করতে হবে। [683, 1298, 1230, 1343]
instruction-text: খামের উপর আবেদনকৃত পদ ও দপ্তরের নাম উল্লেখ করতে হবে। [683, 988, 945, 1001]
signature-block [1087, 2504, 1215, 2537]
